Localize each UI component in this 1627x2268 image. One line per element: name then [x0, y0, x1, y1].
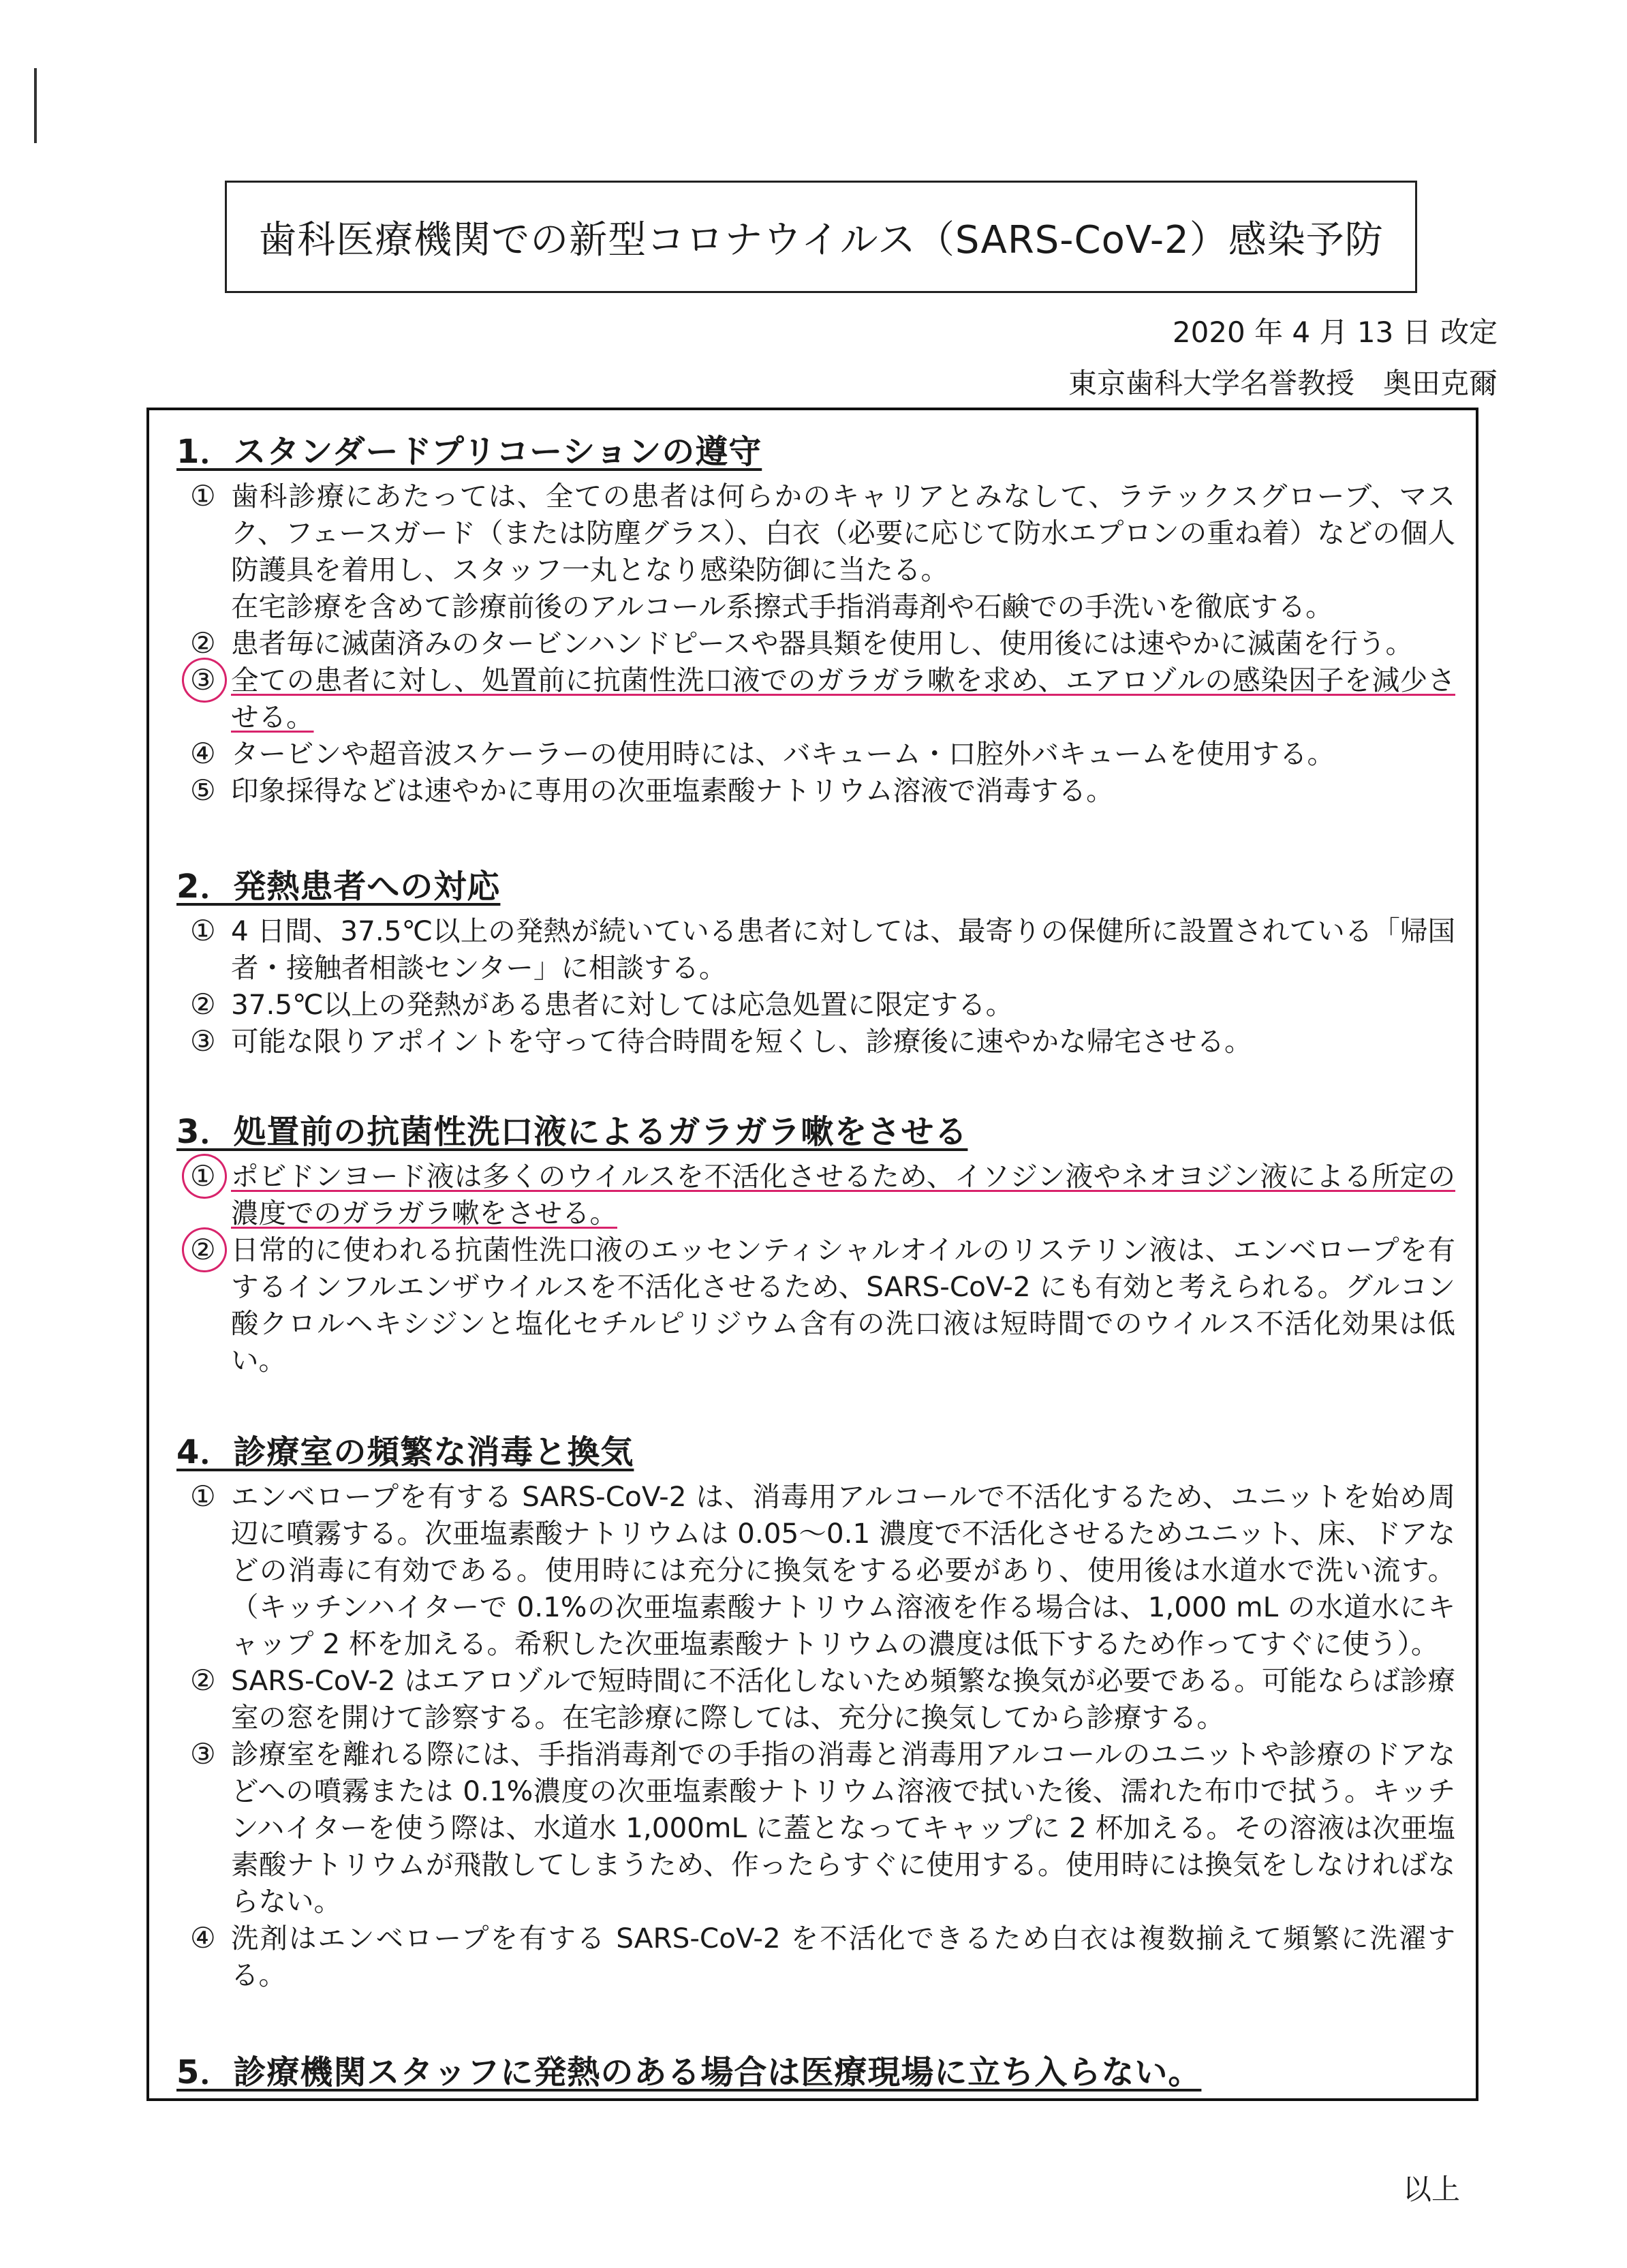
list-item: [176, 478, 1455, 625]
document-title: 歯科医療機関での新型コロナウイルス（SARS-CoV-2）感染予防: [258, 217, 1384, 262]
item-text: 印象採得などは速やかに専用の次亜塩素酸ナトリウム溶液で消毒する。: [231, 774, 1114, 807]
item-number: ③: [190, 663, 216, 696]
list-item: [176, 625, 1455, 662]
section-heading: 1．スタンダードプリコーションの遵守: [176, 433, 762, 471]
closing-mark: 以上: [1402, 2173, 1460, 2206]
item-text: 洗剤はエンベロープを有する SARS-CoV-2 を不活化できるため白衣は複数揃えて頻繁に洗濯する。: [231, 1922, 1455, 1991]
item-text: 歯科診療にあたっては、全ての患者は何らかのキャリアとみなして、ラテックスグローブ、マスク、フェースガード（または防塵グラス）、白衣（必要に応じて防水エプロンの重ね着）などの個人防護具を着用し、スタッフ一丸となり感染防御に当たる。: [231, 480, 1455, 586]
section-1: [176, 425, 1455, 809]
item-number: ①: [190, 914, 216, 947]
item-number: ③: [190, 1737, 216, 1771]
list-item: [176, 1023, 1455, 1060]
content-frame: [146, 408, 1478, 2101]
section-heading: 5．診療機関スタッフに発熱のある場合は医療現場に立ち入らない。: [176, 2053, 1202, 2091]
item-number: ③: [190, 1024, 216, 1058]
item-number: ④: [190, 737, 216, 770]
item-number: ②: [190, 1664, 216, 1697]
section-2: [176, 860, 1455, 1060]
section-heading: 2．発熱患者への対応: [176, 868, 501, 906]
item-text: 全ての患者に対し、処置前に抗菌性洗口液でのガラガラ嗽を求め、エアロゾルの感染因子を減少させる。: [231, 664, 1455, 733]
margin-mark: [34, 68, 37, 143]
section-heading: 4．診療室の頻繁な消毒と換気: [176, 1433, 634, 1471]
item-number: ⑤: [190, 773, 216, 807]
item-number: ①: [190, 1480, 216, 1513]
item-text: 4 日間、37.5℃以上の発熱が続いている患者に対しては、最寄りの保健所に設置されている「帰国者・接触者相談センター」に相談する。: [231, 915, 1455, 984]
item-number: ②: [190, 626, 216, 660]
section-heading: 3．処置前の抗菌性洗口液によるガラガラ嗽をさせる: [176, 1113, 968, 1151]
item-text: 37.5℃以上の発熱がある患者に対しては応急処置に限定する。: [231, 988, 1014, 1021]
list-item: [176, 772, 1455, 809]
item-number: ④: [190, 1921, 216, 1955]
list-item: [176, 735, 1455, 772]
item-number: ②: [190, 987, 216, 1021]
list-item: [176, 1662, 1455, 1736]
revision-date: 2020 年 4 月 13 日 改定: [1172, 316, 1498, 349]
item-number: ①: [190, 1159, 216, 1193]
list-item: [176, 913, 1455, 986]
item-text: 患者毎に滅菌済みのタービンハンドピースや器具類を使用し、使用後には速やかに滅菌を行う。: [231, 627, 1414, 660]
document-title-box: [225, 181, 1417, 293]
item-text: 日常的に使われる抗菌性洗口液のエッセンティシャルオイルのリステリン液は、エンベロープを有するインフルエンザウイルスを不活化させるため、SARS-CoV-2 にも有効と考えられる。グルコン酸クロルヘキシジンと塩化セチルピリジウム含有の洗口液は短時間でのウイルス不活化効果は低い。: [231, 1233, 1455, 1377]
item-extra-text: 在宅診療を含めて診療前後のアルコール系擦式手指消毒剤や石鹸での手洗いを徹底する。: [231, 590, 1333, 623]
author-affiliation: 東京歯科大学名誉教授 奥田克爾: [1068, 367, 1498, 400]
list-item: [176, 986, 1455, 1023]
list-item: [176, 1920, 1455, 1993]
list-item-annotated: [176, 1231, 1455, 1379]
item-number: ①: [190, 479, 216, 512]
item-text: エンベロープを有する SARS-CoV-2 は、消毒用アルコールで不活化するため、ユニットを始め周辺に噴霧する。次亜塩素酸ナトリウムは 0.05～0.1 濃度で不活化させるためユニット、床、ドアなどの消毒に有効である。使用時には充分に換気をする必要があり、使用後は水道水で洗い流す。（キッチンハイターで 0.1%の次亜塩素酸ナトリウム溶液を作る場合は、1,000 mL の水道水にキャップ 2 杯を加える。希釈した次亜塩素酸ナトリウムの濃度は低下するため作ってすぐに使う）。: [231, 1480, 1455, 1660]
item-text: SARS-CoV-2 はエアロゾルで短時間に不活化しないため頻繁な換気が必要である。可能ならば診療室の窓を開けて診察する。在宅診療に際しては、充分に換気してから診療する。: [231, 1664, 1455, 1734]
section-3: [176, 1105, 1455, 1379]
list-item-annotated: [176, 1158, 1455, 1231]
list-item: [176, 1736, 1455, 1920]
section-4: [176, 1426, 1455, 1993]
item-text: ポビドンヨード液は多くのウイルスを不活化させるため、イソジン液やネオヨジン液による所定の濃度でのガラガラ嗽をさせる。: [231, 1160, 1455, 1229]
list-item-annotated: [176, 662, 1455, 735]
section-5: [176, 2046, 1455, 2098]
item-number: ②: [190, 1233, 216, 1266]
item-text: タービンや超音波スケーラーの使用時には、バキューム・口腔外バキュームを使用する。: [231, 737, 1335, 770]
list-item: [176, 1478, 1455, 1662]
item-text: 可能な限りアポイントを守って待合時間を短くし、診療後に速やかな帰宅させる。: [231, 1025, 1252, 1058]
item-text: 診療室を離れる際には、手指消毒剤での手指の消毒と消毒用アルコールのユニットや診療のドアなどへの噴霧または 0.1%濃度の次亜塩素酸ナトリウム溶液で拭いた後、濡れた布巾で拭う。キッチンハイターを使う際は、水道水 1,000mL に蓋となってキャップに 2 杯加える。その溶液は次亜塩素酸ナトリウムが飛散してしまうため、作ったらすぐに使用する。使用時には換気をしなければならない。: [231, 1738, 1455, 1918]
